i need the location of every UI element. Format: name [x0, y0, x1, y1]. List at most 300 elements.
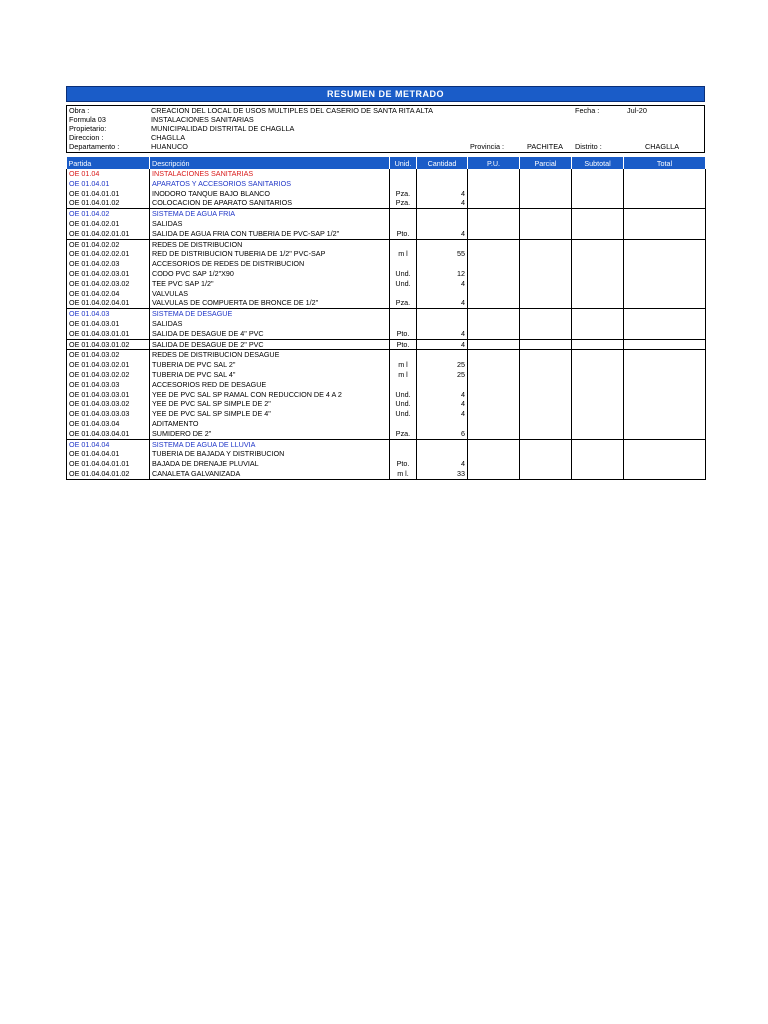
total-cell: [624, 219, 706, 229]
pu-cell: [468, 189, 520, 199]
subtotal-cell: [572, 429, 624, 439]
parcial-cell: [520, 269, 572, 279]
descripcion-cell: CODO PVC SAP 1/2"X90: [150, 269, 390, 279]
table-row: [67, 360, 706, 370]
pu-cell: [468, 390, 520, 400]
pu-cell: [468, 419, 520, 429]
table-row: [67, 239, 706, 249]
parcial-cell: [520, 459, 572, 469]
cantidad-cell: [417, 179, 468, 189]
table-row: [67, 319, 706, 329]
total-cell: [624, 249, 706, 259]
descripcion-cell: SISTEMA DE DESAGUE: [150, 309, 390, 319]
pu-cell: [468, 169, 520, 179]
cantidad-cell: [417, 259, 468, 269]
unidad-cell: m l: [390, 370, 417, 380]
unidad-cell: [390, 309, 417, 319]
unidad-cell: [390, 419, 417, 429]
descripcion-cell: INSTALACIONES SANITARIAS: [150, 169, 390, 179]
unidad-cell: m l: [390, 249, 417, 259]
total-cell: [624, 409, 706, 419]
subtotal-cell: [572, 289, 624, 299]
pu-cell: [468, 360, 520, 370]
subtotal-cell: [572, 370, 624, 380]
total-cell: [624, 459, 706, 469]
partida-cell: OE 01.04.04.01.02: [67, 469, 150, 479]
unidad-cell: Und.: [390, 399, 417, 409]
total-cell: [624, 370, 706, 380]
partida-cell: OE 01.04.03.03.01: [67, 390, 150, 400]
table-row: [67, 309, 706, 319]
partida-cell: OE 01.04.04.01.01: [67, 459, 150, 469]
provincia-value: PACHITEA: [527, 142, 563, 151]
col-header-parcial: Parcial: [520, 157, 572, 169]
table-row: [67, 219, 706, 229]
cantidad-cell: 4: [417, 390, 468, 400]
parcial-cell: [520, 339, 572, 350]
partida-cell: OE 01.04.03.03: [67, 380, 150, 390]
unidad-cell: [390, 179, 417, 189]
parcial-cell: [520, 249, 572, 259]
formula-value: INSTALACIONES SANITARIAS: [151, 115, 254, 124]
parcial-cell: [520, 298, 572, 308]
pu-cell: [468, 239, 520, 249]
subtotal-cell: [572, 319, 624, 329]
descripcion-cell: SISTEMA DE AGUA DE LLUVIA: [150, 439, 390, 449]
unidad-cell: Pza.: [390, 198, 417, 208]
subtotal-cell: [572, 298, 624, 308]
subtotal-cell: [572, 439, 624, 449]
descripcion-cell: CANALETA GALVANIZADA: [150, 469, 390, 479]
direccion-value: CHAGLLA: [151, 133, 186, 142]
partida-cell: OE 01.04.03.04: [67, 419, 150, 429]
unidad-cell: Pto.: [390, 459, 417, 469]
partida-cell: OE 01.04.01.02: [67, 198, 150, 208]
subtotal-cell: [572, 198, 624, 208]
propietario-label: Propietario:: [69, 124, 107, 133]
partida-cell: OE 01.04.02.01: [67, 219, 150, 229]
pu-cell: [468, 459, 520, 469]
subtotal-cell: [572, 449, 624, 459]
total-cell: [624, 179, 706, 189]
parcial-cell: [520, 219, 572, 229]
pu-cell: [468, 469, 520, 479]
subtotal-cell: [572, 189, 624, 199]
parcial-cell: [520, 469, 572, 479]
table-row: [67, 469, 706, 479]
unidad-cell: Und.: [390, 269, 417, 279]
metrado-sheet: [66, 86, 705, 480]
descripcion-cell: YEE DE PVC SAL SP RAMAL CON REDUCCION DE 4 A 2: [150, 390, 390, 400]
unidad-cell: [390, 289, 417, 299]
pu-cell: [468, 399, 520, 409]
unidad-cell: Und.: [390, 409, 417, 419]
total-cell: [624, 449, 706, 459]
descripcion-cell: BAJADA DE DRENAJE PLUVIAL: [150, 459, 390, 469]
descripcion-cell: TUBERIA DE BAJADA Y DISTRIBUCION: [150, 449, 390, 459]
unidad-cell: Pto.: [390, 229, 417, 239]
pu-cell: [468, 309, 520, 319]
pu-cell: [468, 449, 520, 459]
subtotal-cell: [572, 399, 624, 409]
cantidad-cell: 33: [417, 469, 468, 479]
cantidad-cell: 4: [417, 409, 468, 419]
parcial-cell: [520, 259, 572, 269]
total-cell: [624, 259, 706, 269]
cantidad-cell: 4: [417, 198, 468, 208]
total-cell: [624, 269, 706, 279]
partida-cell: OE 01.04.03: [67, 309, 150, 319]
table-row: [67, 279, 706, 289]
table-row: [67, 459, 706, 469]
cantidad-cell: [417, 419, 468, 429]
cantidad-cell: [417, 449, 468, 459]
unidad-cell: Pza.: [390, 298, 417, 308]
table-row: [67, 189, 706, 199]
parcial-cell: [520, 370, 572, 380]
unidad-cell: [390, 449, 417, 459]
table-row: [67, 419, 706, 429]
table-row: [67, 390, 706, 400]
total-cell: [624, 399, 706, 409]
pu-cell: [468, 229, 520, 239]
parcial-cell: [520, 399, 572, 409]
descripcion-cell: VALVULAS DE COMPUERTA DE BRONCE DE 1/2": [150, 298, 390, 308]
cantidad-cell: [417, 209, 468, 219]
total-cell: [624, 309, 706, 319]
table-row: [67, 259, 706, 269]
subtotal-cell: [572, 360, 624, 370]
pu-cell: [468, 279, 520, 289]
descripcion-cell: YEE DE PVC SAL SP SIMPLE DE 4": [150, 409, 390, 419]
col-header-partida: Partida: [67, 157, 150, 169]
table-row: [67, 289, 706, 299]
pu-cell: [468, 370, 520, 380]
direccion-row: [69, 133, 185, 142]
unidad-cell: [390, 259, 417, 269]
subtotal-cell: [572, 239, 624, 249]
total-cell: [624, 298, 706, 308]
subtotal-cell: [572, 249, 624, 259]
descripcion-cell: SISTEMA DE AGUA FRIA: [150, 209, 390, 219]
direccion-label: Direccion :: [69, 133, 104, 142]
project-info-box: [66, 105, 705, 153]
descripcion-cell: ADITAMENTO: [150, 419, 390, 429]
unidad-cell: [390, 380, 417, 390]
total-cell: [624, 209, 706, 219]
cantidad-cell: 4: [417, 279, 468, 289]
total-cell: [624, 469, 706, 479]
col-header-subtotal: Subtotal: [572, 157, 624, 169]
sheet-title: RESUMEN DE METRADO: [66, 86, 705, 102]
unidad-cell: Pto.: [390, 339, 417, 350]
parcial-cell: [520, 449, 572, 459]
provincia-label: Provincia :: [470, 142, 505, 151]
table-row: [67, 249, 706, 259]
cantidad-cell: [417, 380, 468, 390]
table-row: [67, 409, 706, 419]
total-cell: [624, 429, 706, 439]
partida-cell: OE 01.04.03.01.02: [67, 339, 150, 350]
parcial-cell: [520, 419, 572, 429]
parcial-cell: [520, 289, 572, 299]
unidad-cell: [390, 239, 417, 249]
parcial-cell: [520, 429, 572, 439]
pu-cell: [468, 429, 520, 439]
metrado-table: [66, 157, 706, 480]
pu-cell: [468, 259, 520, 269]
table-row: [67, 229, 706, 239]
descripcion-cell: TUBERIA DE PVC SAL 2": [150, 360, 390, 370]
partida-cell: OE 01.04.02.01.01: [67, 229, 150, 239]
parcial-cell: [520, 279, 572, 289]
pu-cell: [468, 198, 520, 208]
descripcion-cell: COLOCACION DE APARATO SANITARIOS: [150, 198, 390, 208]
unidad-cell: Und.: [390, 390, 417, 400]
unidad-cell: [390, 169, 417, 179]
table-row: [67, 298, 706, 308]
unidad-cell: [390, 439, 417, 449]
unidad-cell: m l: [390, 360, 417, 370]
descripcion-cell: SALIDA DE DESAGUE DE 2" PVC: [150, 339, 390, 350]
parcial-cell: [520, 189, 572, 199]
cantidad-cell: [417, 289, 468, 299]
formula-label: Formula 03: [69, 115, 106, 124]
table-row: [67, 380, 706, 390]
pu-cell: [468, 269, 520, 279]
obra-label: Obra :: [69, 106, 90, 115]
parcial-cell: [520, 198, 572, 208]
partida-cell: OE 01.04.02.02: [67, 239, 150, 249]
parcial-cell: [520, 179, 572, 189]
subtotal-cell: [572, 279, 624, 289]
descripcion-cell: RED DE DISTRIBUCION TUBERIA DE 1/2" PVC-SAP: [150, 249, 390, 259]
cantidad-cell: [417, 350, 468, 360]
subtotal-cell: [572, 179, 624, 189]
partida-cell: OE 01.04.03.02: [67, 350, 150, 360]
fecha-value: Jul-20: [627, 106, 647, 115]
parcial-cell: [520, 380, 572, 390]
parcial-cell: [520, 390, 572, 400]
descripcion-cell: REDES DE DISTRIBUCION DESAGUE: [150, 350, 390, 360]
total-cell: [624, 229, 706, 239]
pu-cell: [468, 289, 520, 299]
table-body: [67, 169, 706, 479]
descripcion-cell: SALIDA DE AGUA FRIA CON TUBERIA DE PVC-SAP 1/2": [150, 229, 390, 239]
parcial-cell: [520, 360, 572, 370]
partida-cell: OE 01.04.01.01: [67, 189, 150, 199]
cantidad-cell: 25: [417, 370, 468, 380]
pu-cell: [468, 380, 520, 390]
subtotal-cell: [572, 269, 624, 279]
partida-cell: OE 01.04.03.02.01: [67, 360, 150, 370]
subtotal-cell: [572, 419, 624, 429]
propietario-row: [69, 124, 294, 133]
pu-cell: [468, 439, 520, 449]
table-row: [67, 439, 706, 449]
cantidad-cell: [417, 239, 468, 249]
subtotal-cell: [572, 350, 624, 360]
descripcion-cell: ACCESORIOS DE REDES DE DISTRIBUCION: [150, 259, 390, 269]
subtotal-cell: [572, 209, 624, 219]
obra-row: [69, 106, 433, 115]
table-header-row: [67, 157, 706, 169]
table-row: [67, 329, 706, 339]
unidad-cell: [390, 209, 417, 219]
col-header-descripcion: Descripción: [150, 157, 390, 169]
unidad-cell: Pza.: [390, 189, 417, 199]
distrito-value: CHAGLLA: [645, 142, 680, 151]
parcial-cell: [520, 169, 572, 179]
pu-cell: [468, 209, 520, 219]
obra-value: CREACION DEL LOCAL DE USOS MULTIPLES DEL CASERIO DE SANTA RITA ALTA: [151, 106, 433, 115]
descripcion-cell: ACCESORIOS RED DE DESAGUE: [150, 380, 390, 390]
table-row: [67, 449, 706, 459]
table-row: [67, 269, 706, 279]
pu-cell: [468, 249, 520, 259]
table-row: [67, 209, 706, 219]
unidad-cell: [390, 350, 417, 360]
subtotal-cell: [572, 469, 624, 479]
table-row: [67, 339, 706, 350]
cantidad-cell: [417, 169, 468, 179]
total-cell: [624, 319, 706, 329]
col-header-cantidad: Cantidad: [417, 157, 468, 169]
table-row: [67, 350, 706, 360]
parcial-cell: [520, 350, 572, 360]
fecha-label: Fecha :: [575, 106, 600, 115]
cantidad-cell: 12: [417, 269, 468, 279]
cantidad-cell: 4: [417, 459, 468, 469]
cantidad-cell: 25: [417, 360, 468, 370]
subtotal-cell: [572, 229, 624, 239]
descripcion-cell: SALIDA DE DESAGUE DE 4" PVC: [150, 329, 390, 339]
partida-cell: OE 01.04.02.03.02: [67, 279, 150, 289]
pu-cell: [468, 329, 520, 339]
descripcion-cell: SALIDAS: [150, 319, 390, 329]
partida-cell: OE 01.04.03.03.03: [67, 409, 150, 419]
partida-cell: OE 01.04.02.03.01: [67, 269, 150, 279]
departamento-label: Departamento :: [69, 142, 120, 151]
subtotal-cell: [572, 409, 624, 419]
partida-cell: OE 01.04.03.03.02: [67, 399, 150, 409]
subtotal-cell: [572, 329, 624, 339]
col-header-unidad: Unid.: [390, 157, 417, 169]
partida-cell: OE 01.04.02.02.01: [67, 249, 150, 259]
unidad-cell: [390, 219, 417, 229]
distrito-label: Distrito :: [575, 142, 602, 151]
cantidad-cell: 4: [417, 339, 468, 350]
cantidad-cell: 4: [417, 298, 468, 308]
table-row: [67, 429, 706, 439]
partida-cell: OE 01.04.02.04: [67, 289, 150, 299]
subtotal-cell: [572, 309, 624, 319]
pu-cell: [468, 409, 520, 419]
cantidad-cell: 55: [417, 249, 468, 259]
descripcion-cell: YEE DE PVC SAL SP SIMPLE DE 2": [150, 399, 390, 409]
cantidad-cell: 6: [417, 429, 468, 439]
propietario-value: MUNICIPALIDAD DISTRITAL DE CHAGLLA: [151, 124, 295, 133]
descripcion-cell: VALVULAS: [150, 289, 390, 299]
partida-cell: OE 01.04.04.01: [67, 449, 150, 459]
subtotal-cell: [572, 169, 624, 179]
parcial-cell: [520, 229, 572, 239]
total-cell: [624, 360, 706, 370]
cantidad-cell: [417, 439, 468, 449]
total-cell: [624, 329, 706, 339]
descripcion-cell: SUMIDERO DE 2": [150, 429, 390, 439]
subtotal-cell: [572, 219, 624, 229]
parcial-cell: [520, 239, 572, 249]
cantidad-cell: 4: [417, 229, 468, 239]
partida-cell: OE 01.04: [67, 169, 150, 179]
partida-cell: OE 01.04.04: [67, 439, 150, 449]
partida-cell: OE 01.04.02.03: [67, 259, 150, 269]
col-header-total: Total: [624, 157, 706, 169]
subtotal-cell: [572, 339, 624, 350]
total-cell: [624, 198, 706, 208]
unidad-cell: Pto.: [390, 329, 417, 339]
total-cell: [624, 439, 706, 449]
parcial-cell: [520, 329, 572, 339]
partida-cell: OE 01.04.02.04.01: [67, 298, 150, 308]
pu-cell: [468, 219, 520, 229]
parcial-cell: [520, 319, 572, 329]
descripcion-cell: TUBERIA DE PVC SAL 4": [150, 370, 390, 380]
pu-cell: [468, 350, 520, 360]
parcial-cell: [520, 209, 572, 219]
total-cell: [624, 390, 706, 400]
cantidad-cell: [417, 219, 468, 229]
total-cell: [624, 380, 706, 390]
departamento-row: [69, 142, 188, 151]
formula-row: [69, 115, 254, 124]
table-row: [67, 179, 706, 189]
pu-cell: [468, 319, 520, 329]
unidad-cell: Und.: [390, 279, 417, 289]
table-row: [67, 198, 706, 208]
unidad-cell: m l.: [390, 469, 417, 479]
parcial-cell: [520, 309, 572, 319]
departamento-value: HUANUCO: [151, 142, 188, 151]
cantidad-cell: 4: [417, 189, 468, 199]
partida-cell: OE 01.04.02: [67, 209, 150, 219]
total-cell: [624, 189, 706, 199]
pu-cell: [468, 339, 520, 350]
total-cell: [624, 289, 706, 299]
parcial-cell: [520, 409, 572, 419]
table-row: [67, 370, 706, 380]
descripcion-cell: REDES DE DISTRIBUCION: [150, 239, 390, 249]
partida-cell: OE 01.04.01: [67, 179, 150, 189]
cantidad-cell: [417, 309, 468, 319]
total-cell: [624, 339, 706, 350]
partida-cell: OE 01.04.03.04.01: [67, 429, 150, 439]
cantidad-cell: 4: [417, 399, 468, 409]
subtotal-cell: [572, 380, 624, 390]
subtotal-cell: [572, 459, 624, 469]
table-row: [67, 399, 706, 409]
total-cell: [624, 239, 706, 249]
unidad-cell: [390, 319, 417, 329]
pu-cell: [468, 298, 520, 308]
subtotal-cell: [572, 390, 624, 400]
cantidad-cell: 4: [417, 329, 468, 339]
partida-cell: OE 01.04.03.01.01: [67, 329, 150, 339]
descripcion-cell: INODORO TANQUE BAJO BLANCO: [150, 189, 390, 199]
partida-cell: OE 01.04.03.02.02: [67, 370, 150, 380]
subtotal-cell: [572, 259, 624, 269]
